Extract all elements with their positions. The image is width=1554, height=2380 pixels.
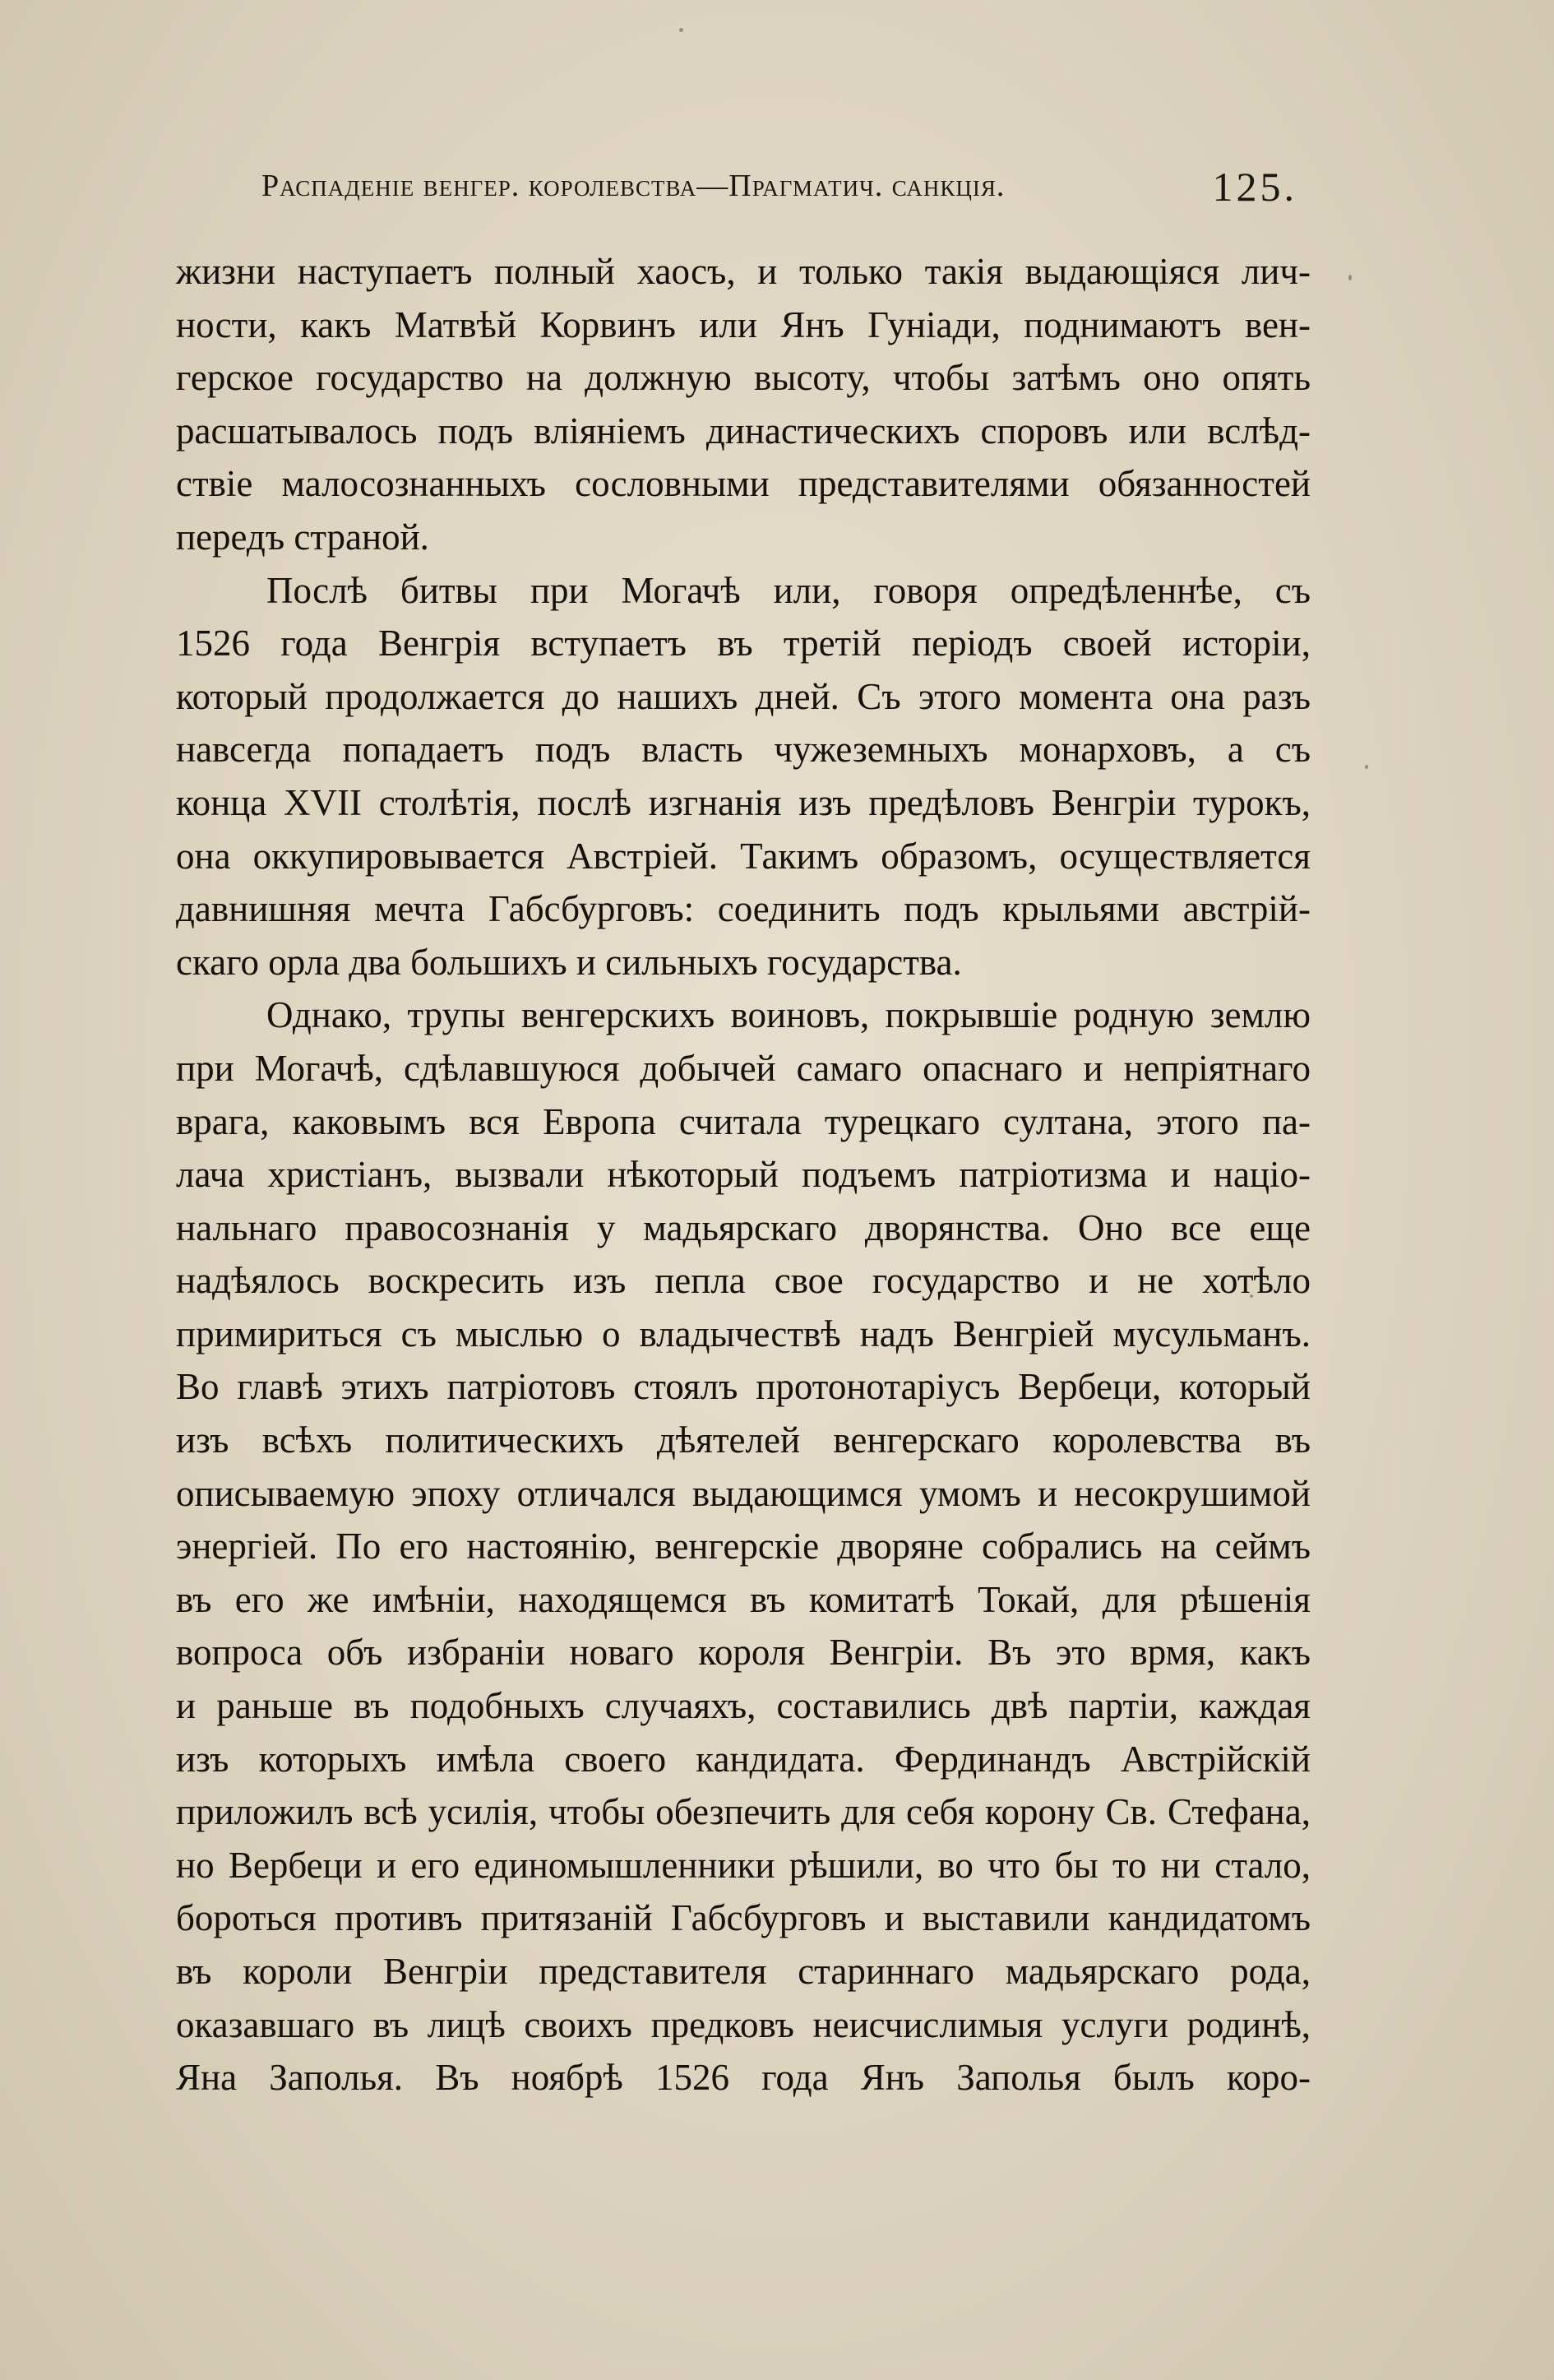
page-number: 125.: [1212, 164, 1297, 210]
text-line: ности, какъ Матвѣй Корвинъ или Янъ Гуніади, поднимаютъ вен-: [176, 303, 1311, 345]
text-line: герское государство на должную высоту, чтобы затѣмъ оно опять: [176, 357, 1311, 399]
text-line: надѣялось воскресить изъ пепла свое государство и не хотѣло: [176, 1260, 1311, 1302]
text-line: Яна Заполья. Въ ноябрѣ 1526 года Янъ Заполья былъ коро-: [176, 2057, 1311, 2099]
text-line: давнишняя мечта Габсбурговъ: соединить подъ крыльями австрій-: [176, 888, 1311, 930]
running-title: Распаденіе венгер. королевства—Прагматич. санкція.: [261, 169, 1006, 203]
text-line: жизни наступаетъ полный хаосъ, и только такія выдающіяся лич-: [176, 251, 1311, 292]
text-line: примириться съ мыслью о владычествѣ надъ Венгріей мусульманъ.: [176, 1313, 1311, 1354]
ink-speck: [1365, 765, 1368, 769]
text-line: изъ всѣхъ политическихъ дѣятелей венгерскаго королевства въ: [176, 1419, 1311, 1461]
ink-speck: [1348, 275, 1352, 280]
text-line: и раньше въ подобныхъ случаяхъ, составились двѣ партіи, каждая: [176, 1685, 1311, 1727]
text-line: описываемую эпоху отличался выдающимся умомъ и несокрушимой: [176, 1472, 1311, 1514]
running-header: [261, 158, 1297, 215]
paragraph-first-line: Послѣ битвы при Могачѣ или, говоря опредѣленнѣе, съ: [266, 569, 1311, 611]
text-line: ствіе малосознанныхъ сословными представителями обязанностей: [176, 463, 1311, 505]
text-line: расшатывалось подъ вліяніемъ династическихъ споровъ или вслѣд-: [176, 410, 1311, 451]
text-line: приложилъ всѣ усилія, чтобы обезпечить для себя корону Св. Стефана,: [176, 1791, 1311, 1833]
text-line: нальнаго правосознанія у мадьярскаго дворянства. Оно все еще: [176, 1206, 1311, 1248]
text-line: бороться противъ притязаній Габсбурговъ и выставили кандидатомъ: [176, 1897, 1311, 1939]
text-line: изъ которыхъ имѣла своего кандидата. Фердинандъ Австрійскій: [176, 1738, 1311, 1780]
body-text: [176, 245, 1311, 2104]
text-line: она оккупировывается Австріей. Такимъ образомъ, осуществляется: [176, 835, 1311, 877]
text-line: конца XVII столѣтія, послѣ изгнанія изъ предѣловъ Венгріи турокъ,: [176, 781, 1311, 823]
text-line: лача христіанъ, вызвали нѣкоторый подъемъ патріотизма и націо-: [176, 1154, 1311, 1196]
text-line: оказавшаго въ лицѣ своихъ предковъ неисчислимыя услуги родинѣ,: [176, 2003, 1311, 2045]
text-line: который продолжается до нашихъ дней. Съ этого момента она разъ: [176, 675, 1311, 717]
text-line: при Могачѣ, сдѣлавшуюся добычей самаго опаснаго и непріятнаго: [176, 1047, 1311, 1089]
text-line: навсегда попадаетъ подъ власть чужеземныхъ монарховъ, а съ: [176, 729, 1311, 771]
text-line: въ короли Венгріи представителя стариннаго мадьярскаго рода,: [176, 1951, 1311, 1992]
text-line: скаго орла два большихъ и сильныхъ государства.: [176, 941, 962, 983]
text-line: но Вербеци и его единомышленники рѣшили, во что бы то ни стало,: [176, 1844, 1311, 1886]
text-line: вопроса объ избраніи новаго короля Венгріи. Въ это врмя, какъ: [176, 1632, 1311, 1674]
text-line: энергіей. По его настоянію, венгерскіе дворяне собрались на сеймъ: [176, 1526, 1311, 1567]
text-line: 1526 года Венгрія вступаетъ въ третій періодъ своей исторіи,: [176, 623, 1311, 664]
text-line: въ его же имѣніи, находящемся въ комитатѣ Токай, для рѣшенія: [176, 1578, 1311, 1620]
paragraph-first-line: Однако, трупы венгерскихъ воиновъ, покрывшіе родную землю: [266, 994, 1311, 1036]
text-line: передъ страной.: [176, 516, 429, 558]
text-line: врага, каковымъ вся Европа считала турецкаго султана, этого па-: [176, 1100, 1311, 1142]
text-line: Во главѣ этихъ патріотовъ стоялъ протонотаріусъ Вербеци, который: [176, 1366, 1311, 1408]
ink-speck: [679, 28, 683, 32]
